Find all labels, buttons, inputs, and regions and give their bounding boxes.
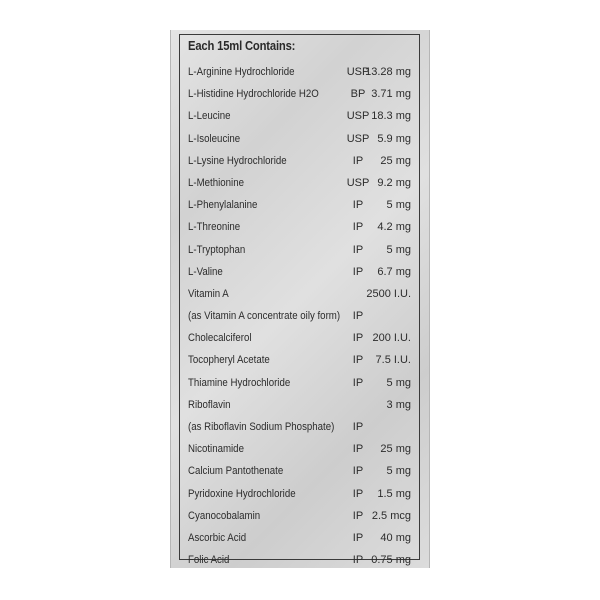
composition-box [179, 34, 420, 567]
composition-row [180, 417, 419, 439]
ingredient-standard: IP [352, 354, 364, 367]
composition-row [180, 373, 419, 395]
composition-list [180, 62, 419, 572]
composition-row [180, 461, 419, 483]
ingredient-quantity: 5 mg [386, 465, 411, 478]
composition-row [180, 439, 419, 461]
ingredient-name: Cyanocobalamin [188, 509, 261, 522]
composition-row [180, 350, 419, 372]
composition-row [180, 262, 419, 284]
ingredient-quantity: 2500 I.U. [366, 287, 411, 300]
composition-row [180, 62, 419, 84]
ingredient-name: Vitamin A [188, 287, 229, 300]
ingredient-standard: IP [352, 376, 364, 389]
ingredient-quantity: 3.71 mg [371, 88, 411, 101]
ingredient-standard: IP [352, 465, 364, 478]
ingredient-quantity: 9.2 mg [377, 176, 411, 189]
ingredient-standard: IP [352, 199, 364, 212]
ingredient-quantity: 7.5 I.U. [375, 354, 411, 367]
ingredient-quantity: 25 mg [380, 443, 411, 456]
ingredient-name: L-Phenylalanine [188, 199, 258, 212]
ingredient-quantity: 6.7 mg [377, 265, 411, 278]
composition-row [180, 528, 419, 550]
ingredient-name: L-Methionine [188, 176, 244, 189]
composition-row [180, 484, 419, 506]
ingredient-name: L-Threonine [188, 221, 241, 234]
ingredient-name: Ascorbic Acid [188, 531, 247, 544]
composition-row [180, 550, 419, 572]
composition-row [180, 240, 419, 262]
ingredient-quantity: 5 mg [386, 199, 411, 212]
ingredient-standard: IP [352, 265, 364, 278]
label-panel [170, 30, 430, 568]
ingredient-name: Pyridoxine Hydrochloride [188, 487, 296, 500]
composition-row [180, 129, 419, 151]
ingredient-standard: IP [352, 443, 364, 456]
composition-row [180, 217, 419, 239]
ingredient-standard: BP [350, 88, 366, 101]
ingredient-name: Riboflavin [188, 398, 231, 411]
composition-row [180, 151, 419, 173]
ingredient-quantity: 25 mg [380, 154, 411, 167]
composition-row [180, 506, 419, 528]
ingredient-name: L-Histidine Hydrochloride H2O [188, 88, 319, 101]
ingredient-name: Cholecalciferol [188, 332, 252, 345]
ingredient-standard: IP [352, 509, 364, 522]
composition-row [180, 195, 419, 217]
ingredient-name: Folic Acid [188, 554, 230, 567]
ingredient-name: L-Valine [188, 265, 223, 278]
ingredient-standard: IP [352, 243, 364, 256]
ingredient-quantity: 40 mg [380, 531, 411, 544]
ingredient-quantity: 0.75 mg [371, 554, 411, 567]
ingredient-name: L-Arginine Hydrochloride [188, 66, 295, 78]
composition-row [180, 84, 419, 106]
composition-row [180, 328, 419, 350]
ingredient-quantity: 5 mg [386, 376, 411, 389]
ingredient-standard: USP [346, 110, 370, 123]
ingredient-name: L-Lysine Hydrochloride [188, 154, 287, 167]
ingredient-name: Calcium Pantothenate [188, 465, 284, 478]
ingredient-quantity: 2.5 mcg [371, 509, 411, 522]
composition-heading: Each 15ml Contains: [188, 39, 296, 53]
ingredient-standard: IP [352, 421, 364, 433]
ingredient-standard: IP [352, 310, 364, 323]
ingredient-name: Thiamine Hydrochloride [188, 376, 291, 389]
ingredient-quantity: 5.9 mg [377, 132, 411, 145]
ingredient-quantity: 1.5 mg [377, 487, 411, 500]
ingredient-standard: USP [346, 176, 370, 189]
ingredient-standard: IP [352, 332, 364, 345]
ingredient-name: (as Riboflavin Sodium Phosphate) [188, 421, 335, 433]
ingredient-quantity: 200 I.U. [372, 332, 411, 345]
ingredient-standard: IP [352, 531, 364, 544]
ingredient-name: Nicotinamide [188, 443, 244, 456]
ingredient-quantity: 13.28 mg [365, 66, 411, 78]
ingredient-name: L-Tryptophan [188, 243, 246, 256]
ingredient-quantity: 4.2 mg [377, 221, 411, 234]
ingredient-name: L-Leucine [188, 110, 231, 123]
ingredient-standard: IP [352, 154, 364, 167]
ingredient-name: (as Vitamin A concentrate oily form) [188, 310, 341, 323]
ingredient-quantity: 18.3 mg [371, 110, 411, 123]
ingredient-name: L-Isoleucine [188, 132, 241, 145]
ingredient-name: Tocopheryl Acetate [188, 354, 270, 367]
ingredient-standard: IP [352, 554, 364, 567]
composition-row [180, 284, 419, 306]
composition-row [180, 173, 419, 195]
ingredient-standard: USP [346, 132, 370, 145]
ingredient-standard: IP [352, 221, 364, 234]
ingredient-quantity: 3 mg [386, 398, 411, 411]
composition-row [180, 106, 419, 128]
ingredient-standard: IP [352, 487, 364, 500]
composition-row [180, 306, 419, 328]
ingredient-quantity: 5 mg [386, 243, 411, 256]
composition-row [180, 395, 419, 417]
ingredient-standard: USP [346, 66, 370, 78]
